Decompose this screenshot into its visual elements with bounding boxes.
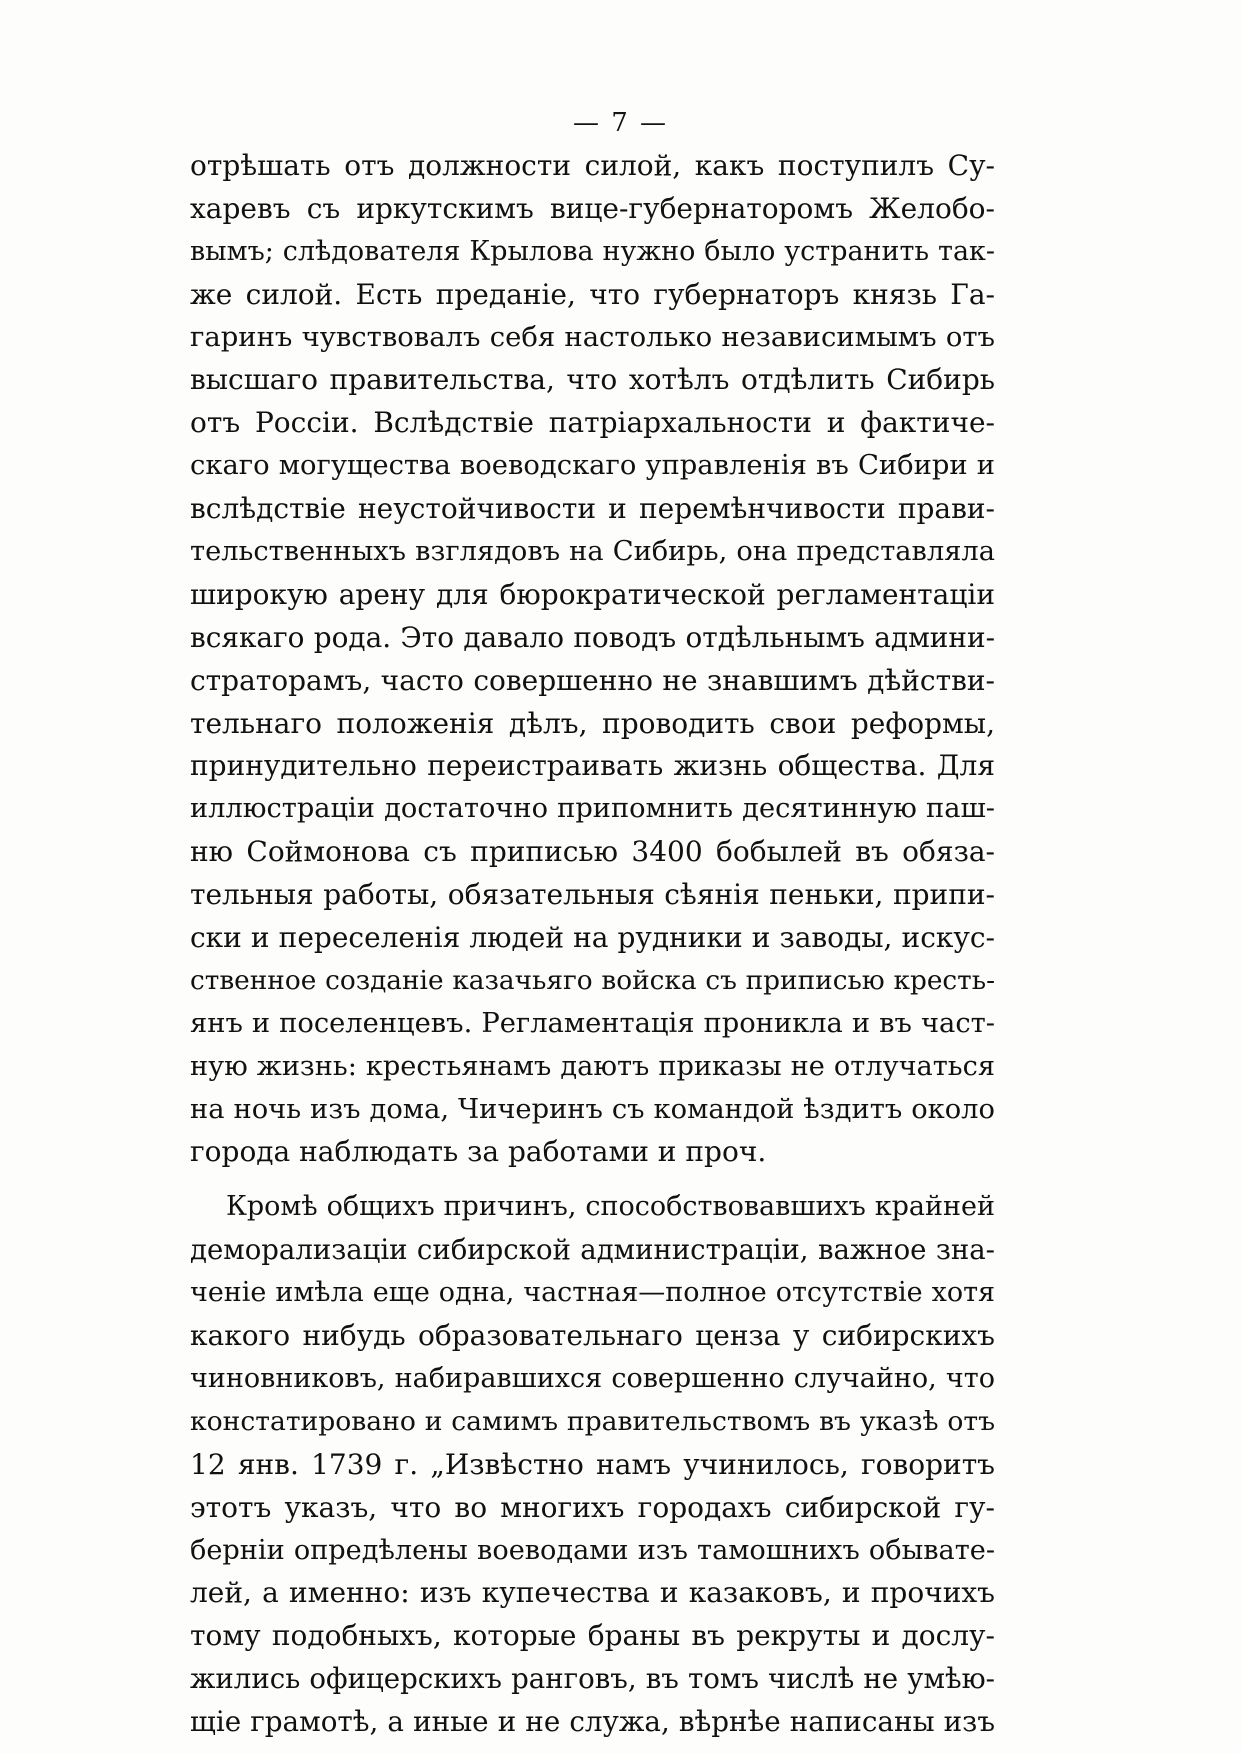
- text-line: 12 янв. 1739 г. „Извѣстно намъ учинилось, говоритъ: [190, 1447, 995, 1481]
- text-line: констатировано и самимъ правительствомъ въ указѣ отъ: [190, 1405, 995, 1437]
- text-line: широкую арену для бюрократической регламентаціи: [190, 577, 995, 611]
- text-line: ченіе имѣла еще одна, частная—полное отсутствіе хотя: [190, 1277, 995, 1309]
- text-line: на ночь изъ дома, Чичеринъ съ командой ѣздитъ около: [190, 1093, 995, 1125]
- text-line: иллюстраціи достаточно припомнить десятинную паш-: [190, 793, 995, 825]
- text-line: харевъ съ иркутскимъ вице-губернаторомъ Желобо-: [190, 191, 995, 225]
- text-line: всякаго рода. Это давало поводъ отдѣльнымъ админи-: [190, 620, 995, 654]
- text-line: вымъ; слѣдователя Крылова нужно было устранить так-: [190, 235, 995, 267]
- text-line: принудительно переистраивать жизнь общества. Для: [190, 749, 995, 783]
- text-line: жились офицерскихъ ранговъ, въ томъ числѣ не умѣю-: [190, 1662, 995, 1696]
- text-line: деморализаціи сибирской администраціи, важное зна-: [190, 1234, 995, 1267]
- text-line: гаринъ чувствовалъ себя настолько независимымъ отъ: [190, 321, 995, 353]
- text-line: вслѣдствіе неустойчивости и перемѣнчивости прави-: [190, 492, 995, 526]
- text-line: ственное созданіе казачьяго войска съ приписью кресть-: [190, 965, 995, 996]
- paragraph-2: [190, 1186, 995, 1744]
- text-line: ную жизнь: крестьянамъ даютъ приказы не отлучаться: [190, 1050, 995, 1082]
- text-line: тому подобныхъ, которые браны въ рекруты и дослу-: [190, 1619, 995, 1653]
- text-line: чиновниковъ, набиравшихся совершенно случайно, что: [190, 1362, 995, 1394]
- text-line: тельственныхъ взглядовъ на Сибирь, она представляла: [190, 536, 995, 568]
- text-line: страторамъ, часто совершенно не знавшимъ дѣйстви-: [190, 663, 995, 697]
- text-line: лей, а именно: изъ купечества и казаковъ, и прочихъ: [190, 1576, 995, 1610]
- text-line: ню Соймонова съ приписью 3400 бобылей въ обяза-: [190, 835, 995, 869]
- text-line: отъ Россіи. Вслѣдствіе патріархальности и фактиче-: [190, 406, 995, 440]
- body-text: [190, 145, 995, 1744]
- text-line: какого нибудь образовательнаго ценза у сибирскихъ: [190, 1319, 995, 1353]
- text-line: тельнаго положенія дѣлъ, проводить свои реформы,: [190, 706, 995, 740]
- text-line: тельныя работы, обязательныя сѣянія пеньки, припи-: [190, 878, 995, 912]
- text-line: этотъ указъ, что во многихъ городахъ сибирской гу-: [190, 1490, 995, 1524]
- text-line: отрѣшать отъ должности силой, какъ поступилъ Су-: [190, 149, 995, 182]
- paragraph-gap: [190, 1174, 995, 1186]
- text-line: Кромѣ общихъ причинъ, способствовавшихъ крайней: [226, 1191, 995, 1223]
- paragraph-1: [190, 145, 995, 1174]
- text-line: щіе грамотѣ, а иные и не служа, вѣрнѣе написаны изъ: [190, 1705, 995, 1739]
- text-line: берніи опредѣлены воеводами изъ тамошнихъ обывате-: [190, 1534, 995, 1566]
- text-line: же силой. Есть преданіе, что губернаторъ князь Га-: [190, 277, 995, 311]
- text-line: города наблюдать за работами и проч.: [190, 1135, 767, 1169]
- text-line: ски и переселенія людей на рудники и заводы, искус-: [190, 921, 995, 955]
- text-line: высшаго правительства, что хотѣлъ отдѣлить Сибирь: [190, 363, 995, 397]
- page-number: — 7 —: [572, 108, 669, 138]
- text-line: скаго могущества воеводскаго управленія въ Сибири и: [190, 450, 995, 482]
- text-line: янъ и поселенцевъ. Регламентація проникла и въ част-: [190, 1007, 995, 1039]
